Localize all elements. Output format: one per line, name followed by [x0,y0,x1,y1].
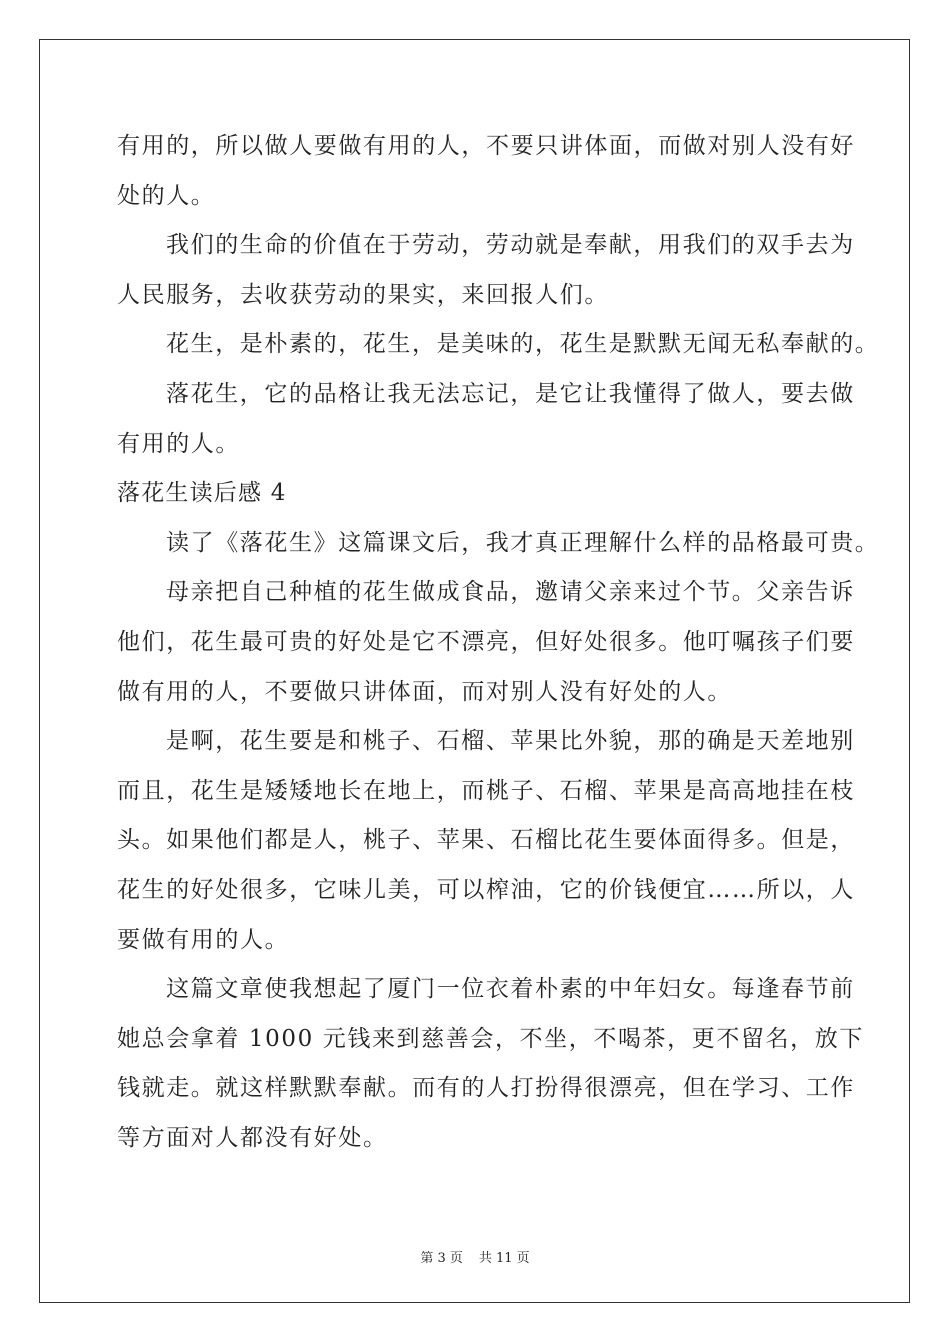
text-line: 是啊，花生要是和桃子、石榴、苹果比外貌，那的确是天差地别 [166,728,855,755]
document-body [117,122,880,1163]
text-line: 花生的好处很多，它味儿美，可以榨油，它的价钱便宜……所以，人 [117,876,855,903]
text-line: 而且，花生是矮矮地长在地上，而桃子、石榴、苹果是高高地挂在枝 [117,777,855,804]
text-line: 人民服务，去收获劳动的果实，来回报人们。 [117,281,609,308]
text-line: 花生，是朴素的，花生，是美味的，花生是默默无闻无私奉献的。 [166,331,880,358]
text-line: 我们的生命的价值在于劳动，劳动就是奉献，用我们的双手去为 [166,232,855,259]
text-line: 母亲把自己种植的花生做成食品，邀请父亲来过个节。父亲告诉 [166,579,855,606]
text-line: 有用的，所以做人要做有用的人，不要只讲体面，而做对别人没有好 [117,133,855,159]
text-line: 处的人。 [117,182,216,209]
page-footer [0,1247,950,1266]
text-line: 落花生，它的品格让我无法忘记，是它让我懂得了做人，要去做 [166,380,855,407]
text-line: 她总会拿着 1000 元钱来到慈善会，不坐，不喝茶，更不留名，放下 [117,1025,864,1052]
page-total: 共 11 页 [478,1251,530,1266]
text-line: 钱就走。就这样默默奉献。而有的人打扮得很漂亮，但在学习、工作 [117,1075,855,1102]
text-line: 读了《落花生》这篇课文后，我才真正理解什么样的品格最可贵。 [166,529,880,556]
text-line: 要做有用的人。 [117,926,290,953]
page-number: 第 3 页 [420,1251,463,1266]
text-line: 这篇文章使我想起了厦门一位衣着朴素的中年妇女。每逢春节前 [166,976,855,1003]
text-line: 有用的人。 [117,430,240,457]
text-line: 头。如果他们都是人，桃子、苹果、石榴比花生要体面得多。但是， [117,827,855,854]
text-line: 做有用的人，不要做只讲体面，而对别人没有好处的人。 [117,678,732,705]
text-line: 等方面对人都没有好处。 [117,1124,388,1151]
text-line: 他们，花生最可贵的好处是它不漂亮，但好处很多。他叮嘱孩子们要 [117,628,855,655]
section-heading: 落花生读后感 4 [117,480,287,507]
